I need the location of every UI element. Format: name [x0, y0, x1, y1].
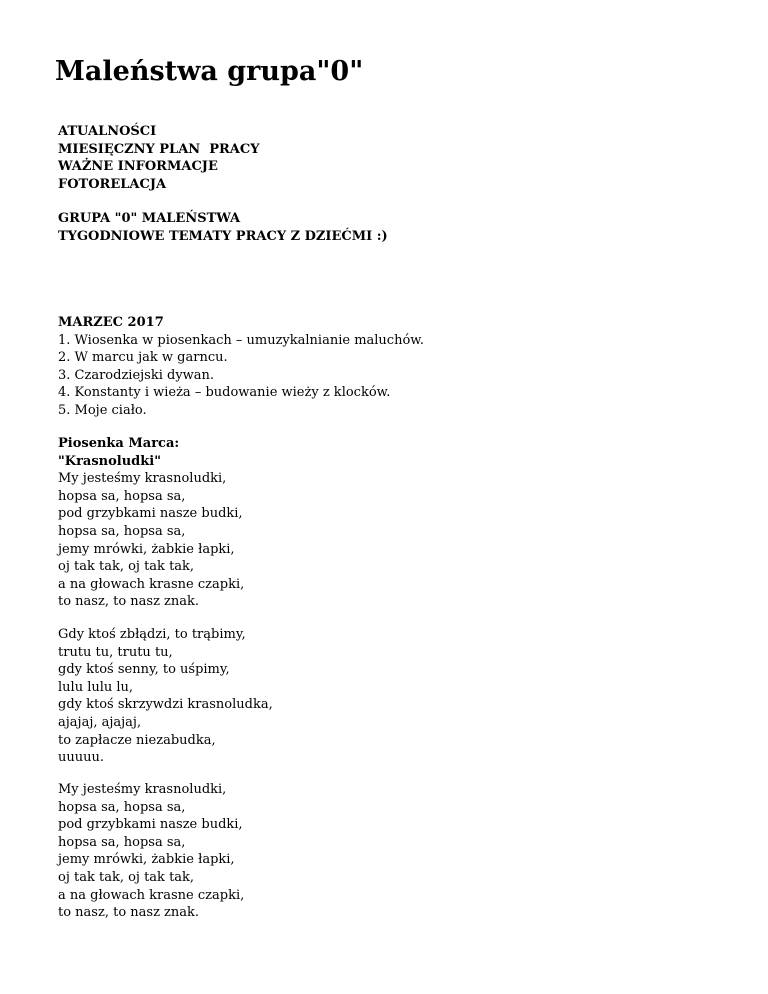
lyric-line: to nasz, to nasz znak.	[58, 594, 200, 610]
lyric-line: My jesteśmy krasnoludki,	[58, 471, 227, 487]
lyric-line: gdy ktoś senny, to uśpimy,	[58, 662, 230, 678]
lyric-line: oj tak tak, oj tak tak,	[58, 869, 195, 885]
song-verse-1	[58, 435, 244, 611]
topic-item: 5. Moje ciało.	[58, 402, 147, 418]
song-heading: Piosenka Marca:	[58, 436, 180, 451]
topic-item: 3. Czarodziejski dywan.	[58, 367, 215, 383]
group-name: GRUPA "0" MALEŃSTWA	[58, 211, 241, 226]
group-section	[58, 210, 388, 245]
lyric-line: trutu tu, trutu tu,	[58, 644, 173, 660]
lyric-line: pod grzybkami nasze budki,	[58, 506, 243, 522]
lyric-line: a na głowach krasne czapki,	[58, 887, 245, 903]
menu-item-important-info: WAŻNE INFORMACJE	[58, 159, 218, 175]
month-section	[58, 314, 424, 420]
menu-item-news: ATUALNOŚCI	[58, 124, 157, 139]
month-heading: MARZEC 2017	[58, 315, 164, 330]
topic-item: 1. Wiosenka w piosenkach – umuzykalnianie maluchów.	[58, 332, 424, 348]
topic-item: 2. W marcu jak w garncu.	[58, 350, 228, 366]
lyric-line: hopsa sa, hopsa sa,	[58, 799, 186, 815]
song-verse-3	[58, 781, 244, 922]
song-title: "Krasnoludki"	[58, 453, 161, 469]
lyric-line: to zapłacze niezabudka,	[58, 732, 216, 748]
lyric-line: jemy mrówki, żabkie łapki,	[58, 541, 235, 557]
lyric-line: jemy mrówki, żabkie łapki,	[58, 852, 235, 868]
lyric-line: ajajaj, ajajaj,	[58, 714, 142, 730]
lyric-line: hopsa sa, hopsa sa,	[58, 834, 186, 850]
lyric-line: gdy ktoś skrzywdzi krasnoludka,	[58, 697, 273, 713]
lyric-line: lulu lulu lu,	[58, 679, 134, 695]
page-title: Maleństwa grupa"0"	[55, 56, 364, 87]
menu-item-monthly-plan: MIESIĘCZNY PLAN PRACY	[58, 141, 260, 157]
lyric-line: My jesteśmy krasnoludki,	[58, 782, 227, 797]
lyric-line: Gdy ktoś zbłądzi, to trąbimy,	[58, 627, 246, 642]
menu-list	[58, 123, 260, 193]
lyric-line: hopsa sa, hopsa sa,	[58, 488, 186, 504]
lyric-line: uuuuu.	[58, 750, 104, 766]
group-subtitle: TYGODNIOWE TEMATY PRACY Z DZIEĆMI :)	[58, 228, 388, 244]
lyric-line: a na głowach krasne czapki,	[58, 576, 245, 592]
lyric-line: hopsa sa, hopsa sa,	[58, 523, 186, 539]
menu-item-photo-report: FOTORELACJA	[58, 176, 167, 192]
song-verse-2	[58, 626, 273, 767]
lyric-line: oj tak tak, oj tak tak,	[58, 559, 195, 575]
topic-item: 4. Konstanty i wieża – budowanie wieży z klocków.	[58, 385, 391, 401]
lyric-line: to nasz, to nasz znak.	[58, 905, 200, 921]
lyric-line: pod grzybkami nasze budki,	[58, 817, 243, 833]
